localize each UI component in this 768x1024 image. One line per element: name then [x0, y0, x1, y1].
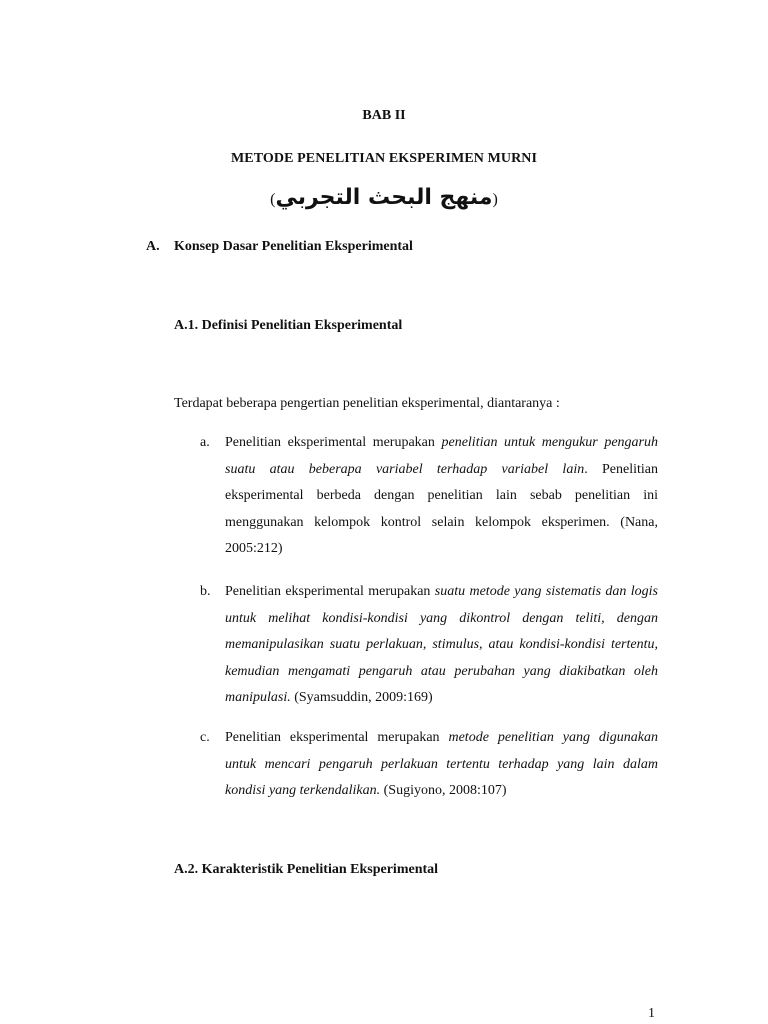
- arabic-subtitle-text: منهج البحث التجربي: [275, 185, 493, 210]
- section-a-heading: [146, 239, 413, 255]
- definition-item-c: [200, 725, 658, 805]
- definition-lead: Penelitian eksperimental merupakan: [225, 584, 435, 599]
- definition-text: [225, 579, 658, 712]
- subsection-a2-heading: A.2. Karakteristik Penelitian Eksperimental: [174, 862, 439, 877]
- definition-marker: c.: [200, 730, 210, 745]
- definition-marker: a.: [200, 435, 210, 450]
- definition-marker: b.: [200, 584, 211, 599]
- definition-text: [225, 430, 658, 563]
- arabic-subtitle-open-paren: (: [270, 191, 276, 208]
- intro-paragraph: Terdapat beberapa pengertian penelitian eksperimental, diantaranya :: [174, 396, 560, 411]
- definition-text: [225, 725, 658, 805]
- definition-tail: (Sugiyono, 2008:107): [380, 783, 507, 798]
- definition-lead: Penelitian eksperimental merupakan: [225, 730, 449, 745]
- document-title: METODE PENELITIAN EKSPERIMEN MURNI: [230, 151, 538, 166]
- definition-italic: penelitian untuk mengukur pengaruh suatu atau beberapa variabel terhadap variabel lain: [225, 435, 658, 477]
- section-a-marker: A.: [146, 239, 160, 254]
- definition-item-a: [200, 430, 658, 563]
- definition-tail: . Penelitian eksperimental berbeda dengan penelitian lain sebab penelitian ini menggunakan kelompok kontrol selain kelompok eksperimen. (Nana, 2005:212): [225, 461, 658, 556]
- definition-lead: Penelitian eksperimental merupakan: [225, 435, 442, 450]
- subsection-a1-heading: A.1. Definisi Penelitian Eksperimental: [174, 318, 403, 333]
- section-a-title: Konsep Dasar Penelitian Eksperimental: [174, 239, 413, 254]
- definition-tail: (Syamsuddin, 2009:169): [290, 690, 433, 705]
- arabic-subtitle: [0, 185, 768, 210]
- chapter-heading: BAB II: [362, 108, 406, 123]
- page-number: 1: [648, 1006, 655, 1021]
- arabic-subtitle-close-paren: ): [492, 191, 498, 208]
- definition-italic: metode penelitian yang digunakan untuk mencari pengaruh perlakuan tertentu terhadap yang lain dalam kondisi yang terkendalikan.: [225, 730, 658, 798]
- definition-italic: suatu metode yang sistematis dan logis untuk melihat kondisi-kondisi yang dikontrol dengan teliti, dengan memanipulasikan suatu perlakuan, stimulus, atau kondisi-kondisi tertentu, kemudian mengamati pengaruh atau perubahan yang diakibatkan oleh manipulasi.: [225, 584, 658, 705]
- definition-item-b: [200, 579, 658, 712]
